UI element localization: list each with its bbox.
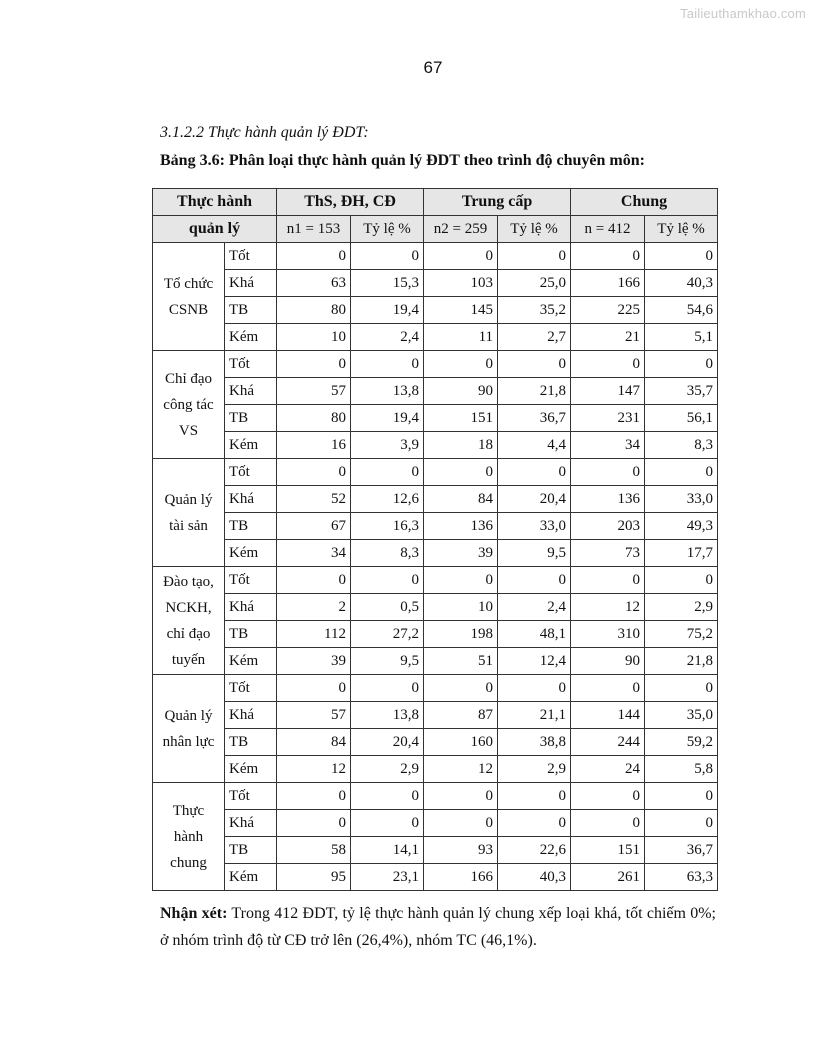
count-cell: 0 — [277, 783, 351, 810]
percent-cell: 2,4 — [351, 324, 424, 351]
percent-cell: 22,6 — [498, 837, 571, 864]
management-practice-table — [152, 188, 718, 891]
percent-cell: 0 — [498, 810, 571, 837]
count-cell: 136 — [424, 513, 498, 540]
count-cell: 24 — [571, 756, 645, 783]
category-cell: Quản lý nhân lực — [153, 675, 225, 783]
level-cell: TB — [225, 513, 277, 540]
count-cell: 12 — [571, 594, 645, 621]
table-row — [153, 459, 718, 486]
percent-cell: 21,8 — [645, 648, 718, 675]
percent-cell: 0 — [498, 243, 571, 270]
percent-cell: 75,2 — [645, 621, 718, 648]
percent-cell: 21,1 — [498, 702, 571, 729]
table-row — [153, 756, 718, 783]
table-row — [153, 378, 718, 405]
level-cell: TB — [225, 729, 277, 756]
corner-header-line1: Thực hành — [153, 189, 277, 216]
level-cell: Kém — [225, 756, 277, 783]
percent-cell: 9,5 — [498, 540, 571, 567]
table-row — [153, 405, 718, 432]
count-cell: 0 — [424, 783, 498, 810]
table-row — [153, 432, 718, 459]
level-cell: Khá — [225, 810, 277, 837]
percent-cell: 2,4 — [498, 594, 571, 621]
percent-cell: 0 — [351, 567, 424, 594]
count-cell: 203 — [571, 513, 645, 540]
percent-cell: 2,9 — [498, 756, 571, 783]
percent-cell: 2,9 — [645, 594, 718, 621]
count-cell: 0 — [571, 783, 645, 810]
count-cell: 0 — [571, 351, 645, 378]
percent-cell: 40,3 — [498, 864, 571, 891]
percent-cell: 0 — [645, 567, 718, 594]
count-cell: 0 — [277, 567, 351, 594]
count-cell: 0 — [277, 675, 351, 702]
level-cell: TB — [225, 837, 277, 864]
percent-cell: 0 — [351, 459, 424, 486]
count-cell: 0 — [571, 243, 645, 270]
table-row — [153, 783, 718, 810]
percent-cell: 0 — [498, 783, 571, 810]
percent-cell: 0 — [645, 675, 718, 702]
category-cell: Chỉ đạo công tác VS — [153, 351, 225, 459]
percent-cell: 0 — [645, 459, 718, 486]
count-cell: 52 — [277, 486, 351, 513]
percent-cell: 33,0 — [645, 486, 718, 513]
percent-cell: 25,0 — [498, 270, 571, 297]
count-cell: 0 — [571, 810, 645, 837]
count-cell: 147 — [571, 378, 645, 405]
sub-header: Tỷ lệ % — [645, 216, 718, 243]
comment-paragraph — [160, 900, 716, 954]
level-cell: Tốt — [225, 567, 277, 594]
percent-cell: 36,7 — [645, 837, 718, 864]
table-row — [153, 675, 718, 702]
count-cell: 0 — [571, 459, 645, 486]
sub-header: Tỷ lệ % — [498, 216, 571, 243]
category-cell: Thực hành chung — [153, 783, 225, 891]
percent-cell: 23,1 — [351, 864, 424, 891]
percent-cell: 0 — [351, 810, 424, 837]
percent-cell: 3,9 — [351, 432, 424, 459]
percent-cell: 36,7 — [498, 405, 571, 432]
percent-cell: 0 — [645, 243, 718, 270]
comment-label: Nhận xét: — [160, 905, 228, 922]
count-cell: 0 — [277, 243, 351, 270]
table-row — [153, 270, 718, 297]
count-cell: 2 — [277, 594, 351, 621]
count-cell: 12 — [277, 756, 351, 783]
count-cell: 87 — [424, 702, 498, 729]
level-cell: Kém — [225, 864, 277, 891]
sub-header: n = 412 — [571, 216, 645, 243]
count-cell: 136 — [571, 486, 645, 513]
level-cell: Khá — [225, 486, 277, 513]
comment-text: Trong 412 ĐDT, tỷ lệ thực hành quản lý chung xếp loại khá, tốt chiếm 0%; ở nhóm trình độ từ CĐ trở lên (26,4%), nhóm TC (46,1%). — [160, 905, 717, 949]
corner-header-line2: quản lý — [153, 216, 277, 243]
percent-cell: 20,4 — [351, 729, 424, 756]
count-cell: 95 — [277, 864, 351, 891]
percent-cell: 20,4 — [498, 486, 571, 513]
table-row — [153, 540, 718, 567]
count-cell: 51 — [424, 648, 498, 675]
table-row — [153, 594, 718, 621]
count-cell: 103 — [424, 270, 498, 297]
percent-cell: 19,4 — [351, 297, 424, 324]
percent-cell: 0 — [351, 783, 424, 810]
level-cell: Tốt — [225, 351, 277, 378]
table-row — [153, 621, 718, 648]
table-row — [153, 567, 718, 594]
level-cell: Khá — [225, 702, 277, 729]
level-cell: TB — [225, 297, 277, 324]
count-cell: 12 — [424, 756, 498, 783]
count-cell: 310 — [571, 621, 645, 648]
percent-cell: 13,8 — [351, 378, 424, 405]
count-cell: 261 — [571, 864, 645, 891]
page-number: 67 — [423, 58, 443, 77]
percent-cell: 12,6 — [351, 486, 424, 513]
table-row — [153, 513, 718, 540]
count-cell: 144 — [571, 702, 645, 729]
table-row — [153, 864, 718, 891]
table-row — [153, 729, 718, 756]
percent-cell: 0 — [498, 675, 571, 702]
percent-cell: 5,1 — [645, 324, 718, 351]
percent-cell: 54,6 — [645, 297, 718, 324]
level-cell: Kém — [225, 648, 277, 675]
table-body — [153, 243, 718, 891]
count-cell: 21 — [571, 324, 645, 351]
count-cell: 11 — [424, 324, 498, 351]
count-cell: 39 — [277, 648, 351, 675]
percent-cell: 8,3 — [645, 432, 718, 459]
count-cell: 93 — [424, 837, 498, 864]
count-cell: 63 — [277, 270, 351, 297]
count-cell: 151 — [571, 837, 645, 864]
count-cell: 145 — [424, 297, 498, 324]
percent-cell: 21,8 — [498, 378, 571, 405]
category-cell: Quản lý tài sản — [153, 459, 225, 567]
count-cell: 151 — [424, 405, 498, 432]
count-cell: 166 — [571, 270, 645, 297]
level-cell: Tốt — [225, 783, 277, 810]
count-cell: 0 — [571, 567, 645, 594]
level-cell: Khá — [225, 378, 277, 405]
count-cell: 84 — [424, 486, 498, 513]
percent-cell: 16,3 — [351, 513, 424, 540]
count-cell: 73 — [571, 540, 645, 567]
table-row — [153, 837, 718, 864]
table-row — [153, 243, 718, 270]
percent-cell: 15,3 — [351, 270, 424, 297]
percent-cell: 13,8 — [351, 702, 424, 729]
section-heading: 3.1.2.2 Thực hành quản lý ĐDT: — [160, 124, 369, 141]
count-cell: 16 — [277, 432, 351, 459]
level-cell: Kém — [225, 324, 277, 351]
percent-cell: 56,1 — [645, 405, 718, 432]
count-cell: 34 — [571, 432, 645, 459]
count-cell: 166 — [424, 864, 498, 891]
sub-header: Tỷ lệ % — [351, 216, 424, 243]
percent-cell: 38,8 — [498, 729, 571, 756]
level-cell: Tốt — [225, 243, 277, 270]
count-cell: 0 — [277, 351, 351, 378]
table-row — [153, 297, 718, 324]
percent-cell: 0 — [498, 459, 571, 486]
count-cell: 57 — [277, 702, 351, 729]
count-cell: 0 — [571, 675, 645, 702]
count-cell: 57 — [277, 378, 351, 405]
count-cell: 112 — [277, 621, 351, 648]
sub-header: n1 = 153 — [277, 216, 351, 243]
count-cell: 0 — [424, 675, 498, 702]
percent-cell: 17,7 — [645, 540, 718, 567]
count-cell: 80 — [277, 297, 351, 324]
percent-cell: 14,1 — [351, 837, 424, 864]
percent-cell: 2,7 — [498, 324, 571, 351]
percent-cell: 19,4 — [351, 405, 424, 432]
percent-cell: 9,5 — [351, 648, 424, 675]
count-cell: 0 — [424, 243, 498, 270]
level-cell: Khá — [225, 594, 277, 621]
table-caption: Bảng 3.6: Phân loại thực hành quản lý ĐDT theo trình độ chuyên môn: — [160, 152, 645, 169]
percent-cell: 0 — [645, 783, 718, 810]
percent-cell: 0,5 — [351, 594, 424, 621]
percent-cell: 40,3 — [645, 270, 718, 297]
level-cell: Khá — [225, 270, 277, 297]
count-cell: 225 — [571, 297, 645, 324]
percent-cell: 48,1 — [498, 621, 571, 648]
table-row — [153, 702, 718, 729]
percent-cell: 0 — [351, 675, 424, 702]
count-cell: 198 — [424, 621, 498, 648]
group-header: Chung — [571, 189, 718, 216]
category-cell: Đào tạo, NCKH, chỉ đạo tuyến — [153, 567, 225, 675]
table-row — [153, 324, 718, 351]
sub-header: n2 = 259 — [424, 216, 498, 243]
percent-cell: 33,0 — [498, 513, 571, 540]
percent-cell: 0 — [498, 351, 571, 378]
percent-cell: 0 — [351, 351, 424, 378]
percent-cell: 35,0 — [645, 702, 718, 729]
count-cell: 0 — [424, 567, 498, 594]
count-cell: 39 — [424, 540, 498, 567]
level-cell: Kém — [225, 432, 277, 459]
percent-cell: 0 — [645, 351, 718, 378]
count-cell: 90 — [571, 648, 645, 675]
count-cell: 0 — [424, 810, 498, 837]
category-cell: Tổ chức CSNB — [153, 243, 225, 351]
percent-cell: 2,9 — [351, 756, 424, 783]
level-cell: TB — [225, 405, 277, 432]
level-cell: TB — [225, 621, 277, 648]
header-row-sub — [153, 216, 718, 243]
count-cell: 34 — [277, 540, 351, 567]
count-cell: 80 — [277, 405, 351, 432]
count-cell: 0 — [277, 459, 351, 486]
percent-cell: 35,2 — [498, 297, 571, 324]
count-cell: 0 — [424, 459, 498, 486]
percent-cell: 59,2 — [645, 729, 718, 756]
count-cell: 0 — [277, 810, 351, 837]
percent-cell: 8,3 — [351, 540, 424, 567]
group-header: Trung cấp — [424, 189, 571, 216]
percent-cell: 27,2 — [351, 621, 424, 648]
count-cell: 58 — [277, 837, 351, 864]
level-cell: Tốt — [225, 675, 277, 702]
count-cell: 84 — [277, 729, 351, 756]
table-row — [153, 648, 718, 675]
watermark: Tailieuthamkhao.com — [680, 6, 806, 21]
percent-cell: 63,3 — [645, 864, 718, 891]
level-cell: Kém — [225, 540, 277, 567]
table-row — [153, 351, 718, 378]
percent-cell: 4,4 — [498, 432, 571, 459]
count-cell: 18 — [424, 432, 498, 459]
percent-cell: 0 — [351, 243, 424, 270]
percent-cell: 49,3 — [645, 513, 718, 540]
count-cell: 231 — [571, 405, 645, 432]
percent-cell: 12,4 — [498, 648, 571, 675]
count-cell: 160 — [424, 729, 498, 756]
header-row-groups — [153, 189, 718, 216]
percent-cell: 35,7 — [645, 378, 718, 405]
group-header: ThS, ĐH, CĐ — [277, 189, 424, 216]
count-cell: 90 — [424, 378, 498, 405]
table-row — [153, 810, 718, 837]
level-cell: Tốt — [225, 459, 277, 486]
percent-cell: 0 — [645, 810, 718, 837]
count-cell: 10 — [277, 324, 351, 351]
count-cell: 67 — [277, 513, 351, 540]
percent-cell: 5,8 — [645, 756, 718, 783]
table-row — [153, 486, 718, 513]
percent-cell: 0 — [498, 567, 571, 594]
count-cell: 244 — [571, 729, 645, 756]
count-cell: 10 — [424, 594, 498, 621]
count-cell: 0 — [424, 351, 498, 378]
